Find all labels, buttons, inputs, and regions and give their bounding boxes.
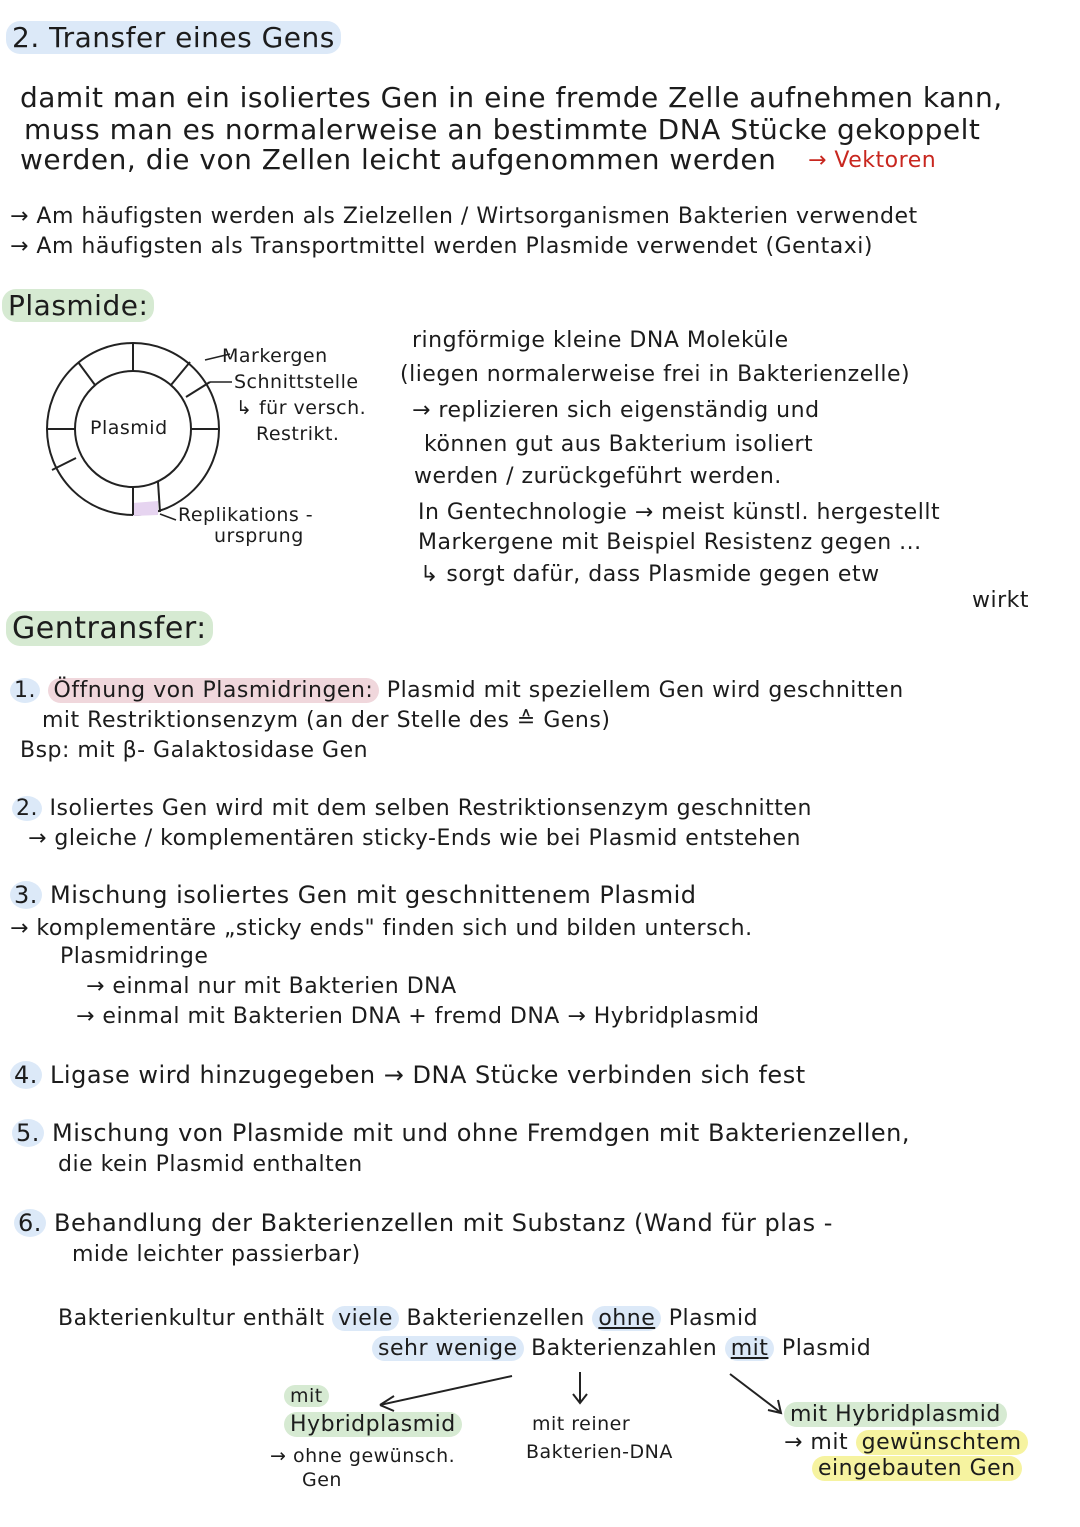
plasmid-desc-6: In Gentechnologie → meist künstl. hergestellt: [418, 500, 941, 525]
bakterienkultur-line-1: Bakterienkultur enthält viele Bakterienzellen ohne Plasmid: [58, 1306, 759, 1331]
bakterienkultur-line-2: sehr wenige Bakterienzahlen mit Plasmid: [372, 1336, 871, 1361]
intro-line-2: muss man es normalerweise an bestimmte DNA Stücke gekoppelt: [24, 113, 981, 146]
branch-right-2: → mit gewünschtem: [784, 1430, 1028, 1455]
step-5-line-1: 5. Mischung von Plasmide mit und ohne Fremdgen mit Bakterienzellen,: [12, 1120, 910, 1148]
step-1-line-1: 1. Öffnung von Plasmidringen: Plasmid mit speziellem Gen wird geschnitten: [10, 678, 904, 703]
intro-line-1: damit man ein isoliertes Gen in eine fremde Zelle aufnehmen kann,: [20, 81, 1003, 114]
branch-left-2: Hybridplasmid: [284, 1412, 462, 1437]
label-replikation-2: ursprung: [214, 525, 304, 547]
point-plasmide: → Am häufigsten als Transportmittel werden Plasmide verwendet (Gentaxi): [10, 234, 873, 259]
step-2-line-1: 2. Isoliertes Gen wird mit dem selben Restriktionsenzym geschnitten: [12, 796, 812, 821]
plasmid-center-label: Plasmid: [90, 417, 168, 439]
step-3-line-2: → komplementäre „sticky ends" finden sich und bilden untersch.: [10, 916, 753, 941]
branch-middle-1: mit reiner: [532, 1413, 631, 1435]
label-schnitt-sub2: Restrikt.: [256, 423, 340, 445]
step-6-line-1: 6. Behandlung der Bakterienzellen mit Substanz (Wand für plas -: [14, 1210, 833, 1238]
vektoren-label: → Vektoren: [808, 148, 937, 173]
branch-left-1: mit: [284, 1386, 329, 1408]
plasmid-desc-4: können gut aus Bakterium isoliert: [424, 432, 814, 457]
step-6-line-2: mide leichter passierbar): [72, 1242, 361, 1267]
branch-right-1: mit Hybridplasmid: [784, 1402, 1007, 1427]
label-schnitt-sub1: ↳ für versch.: [236, 397, 367, 419]
step-3-line-3: Plasmidringe: [60, 944, 209, 969]
step-5-line-2: die kein Plasmid enthalten: [58, 1152, 363, 1177]
label-replikation-1: Replikations -: [178, 504, 314, 526]
branch-middle-2: Bakterien-DNA: [526, 1441, 673, 1463]
step-3-line-1: 3. Mischung isoliertes Gen mit geschnittenem Plasmid: [10, 882, 697, 910]
plasmid-desc-9: wirkt: [972, 588, 1030, 613]
point-bakterien: → Am häufigsten werden als Zielzellen / Wirtsorganismen Bakterien verwendet: [10, 204, 918, 229]
branch-right-3: eingebauten Gen: [812, 1456, 1022, 1481]
branch-left-3: → ohne gewünsch.: [270, 1445, 456, 1467]
step-1-title: Öffnung von Plasmidringen:: [48, 678, 380, 703]
section-title: 2. Transfer eines Gens: [6, 22, 341, 54]
label-schnittstelle: Schnittstelle: [234, 371, 359, 393]
label-markergen: Markergen: [222, 345, 328, 367]
plasmid-desc-8: ↳ sorgt dafür, dass Plasmide gegen etw: [420, 562, 880, 587]
intro-line-3: werden, die von Zellen leicht aufgenommen werden: [20, 143, 777, 176]
plasmid-desc-3: → replizieren sich eigenständig und: [412, 398, 820, 423]
plasmid-desc-1: ringförmige kleine DNA Moleküle: [412, 328, 789, 353]
step-1-line-3: Bsp: mit β- Galaktosidase Gen: [20, 738, 369, 763]
plasmid-desc-5: werden / zurückgeführt werden.: [414, 464, 782, 489]
plasmide-heading: Plasmide:: [2, 290, 154, 322]
plasmid-desc-7: Markergene mit Beispiel Resistenz gegen ...: [418, 530, 922, 555]
step-3-line-4: → einmal nur mit Bakterien DNA: [86, 974, 457, 999]
step-2-line-2: → gleiche / komplementären sticky-Ends wie bei Plasmid entstehen: [28, 826, 801, 851]
gentransfer-heading: Gentransfer:: [6, 612, 213, 647]
branch-arrows: [380, 1372, 781, 1413]
step-4-line-1: 4. Ligase wird hinzugegeben → DNA Stücke verbinden sich fest: [10, 1062, 806, 1090]
step-3-line-5: → einmal mit Bakterien DNA + fremd DNA → Hybridplasmid: [76, 1004, 760, 1029]
step-1-line-2: mit Restriktionsenzym (an der Stelle des ≙ Gens): [42, 708, 611, 733]
branch-left-4: Gen: [302, 1469, 342, 1491]
plasmid-desc-2: (liegen normalerweise frei in Bakterienzelle): [400, 362, 911, 387]
